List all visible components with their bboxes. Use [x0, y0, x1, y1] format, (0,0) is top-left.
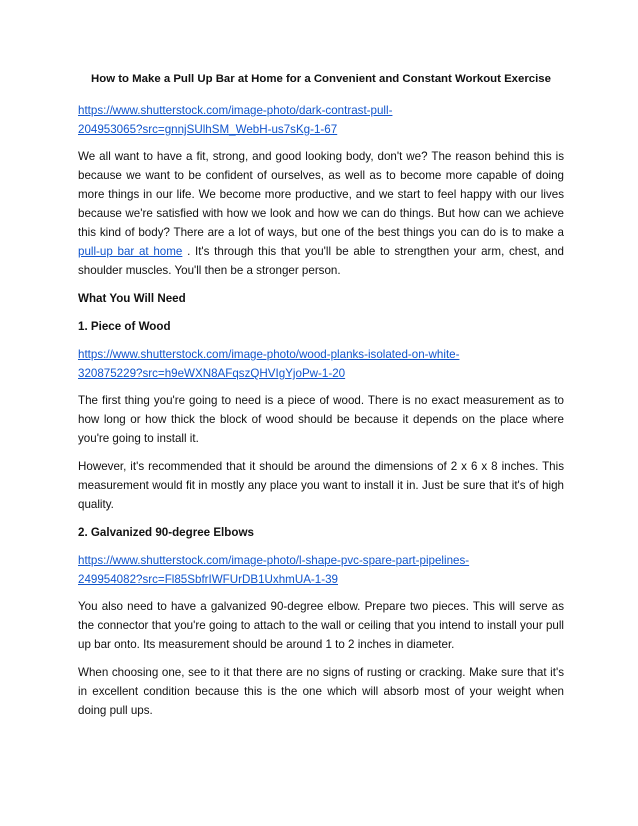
pull-up-bar-link[interactable]: pull-up bar at home	[78, 245, 183, 258]
section-2-link-line2: 249954082?src=Fl85SbfrIWFUrDB1UxhmUA-1-39	[78, 573, 338, 586]
section-2-paragraph-2: When choosing one, see to it that there are no signs of rusting or cracking. Make sure that it's in excellent condition because this is the one which will absorb most of your weight when doing pull ups.	[78, 666, 564, 717]
section-2-heading: 2. Galvanized 90-degree Elbows	[78, 526, 254, 539]
section-1-heading: 1. Piece of Wood	[78, 320, 171, 333]
section-2-image-link[interactable]	[78, 551, 564, 589]
intro-text-before: We all want to have a fit, strong, and good looking body, don't we? The reason behind this is because we want to be confident of ourselves, as well as to become more capable of doing more things in our life. We become more productive, and we start to feel happy with our lives because we're satisfied with how we look and how we can do things. But how can we achieve this kind of body? There are a lot of ways, but one of the best things you can do is to make a	[78, 150, 564, 239]
section-1-image-link[interactable]	[78, 345, 564, 383]
intro-text-after: . It's through this that you'll be able to strengthen your arm, chest, and shoulder muscles. You'll then be a stronger person.	[78, 245, 564, 277]
intro-link-line1: https://www.shutterstock.com/image-photo/dark-contrast-pull-	[78, 104, 393, 117]
what-you-need-heading: What You Will Need	[78, 292, 186, 305]
document-page	[78, 70, 564, 729]
intro-link-line2: 204953065?src=gnnjSUlhSM_WebH-us7sKg-1-67	[78, 123, 338, 136]
section-1-paragraph-2: However, it's recommended that it should be around the dimensions of 2 x 6 x 8 inches. This measurement would fit in mostly any place you want to install it in. Just be sure that it's of high quality.	[78, 460, 564, 511]
section-1-paragraph-1: The first thing you're going to need is a piece of wood. There is no exact measurement as to how long or how thick the block of wood should be because it depends on the place where you're going to install it.	[78, 394, 564, 445]
section-1-link-line2: 320875229?src=h9eWXN8AFqszQHVIgYjoPw-1-20	[78, 367, 346, 380]
intro-image-link[interactable]	[78, 101, 564, 139]
section-2-paragraph-1: You also need to have a galvanized 90-degree elbow. Prepare two pieces. This will serve as the connector that you're going to attach to the wall or ceiling that you intend to install your pull up bar onto. Its measurement should be around 1 to 2 inches in diameter.	[78, 600, 564, 651]
section-1-link-line1: https://www.shutterstock.com/image-photo/wood-planks-isolated-on-white-	[78, 348, 460, 361]
section-2-link-line1: https://www.shutterstock.com/image-photo/l-shape-pvc-spare-part-pipelines-	[78, 554, 470, 567]
page-title: How to Make a Pull Up Bar at Home for a Convenient and Constant Workout Exercise	[91, 73, 551, 85]
intro-paragraph	[78, 147, 564, 280]
